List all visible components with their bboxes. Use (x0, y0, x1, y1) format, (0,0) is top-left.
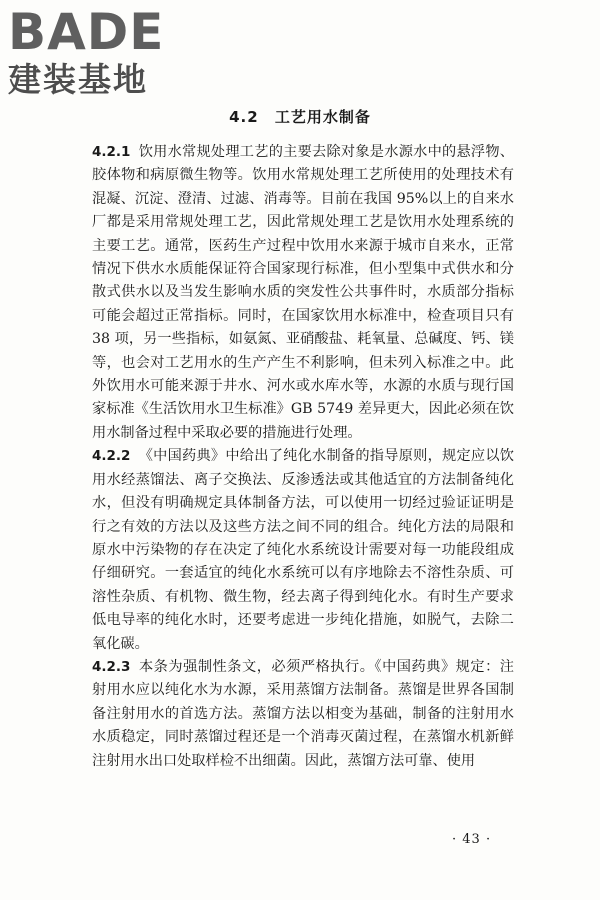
paragraph-text: 饮用水常规处理工艺的主要去除对象是水源水中的悬浮物、胶体物和病原微生物等。饮用水常规处理工艺所使用的处理技术有混凝、沉淀、澄清、过滤、消毒等。目前在我国 95%以上的自来水厂都是采用常规处理工艺，因此常规处理工艺是饮用水处理系统的主要工艺。通常，医药生产过程中饮用水来源于城市自来水，正常情况下供水水质能保证符合国家现行标准，但小型集中式供水和分散式供水以及当发生影响水质的突发性公共事件时，水质部分指标可能会超过正常指标。同时，在国家饮用水标准中，检查项目只有 38 项，另一些指标，如氨氮、亚硝酸盐、耗氧量、总碱度、钙、镁等，也会对工艺用水的生产产生不利影响，但未列入标准之中。此外饮用水可能来源于井水、河水或水库水等，水源的水质与现行国家标准《生活饮用水卫生标准》GB 5749 差异更大，因此必须在饮用水制备过程中采取必要的措施进行处理。 (92, 144, 514, 441)
section-title-text: 工艺用水制备 (274, 108, 371, 126)
body-text (92, 141, 514, 773)
paragraph-4-2-2 (92, 445, 514, 656)
logo-brand: BADE (8, 3, 165, 61)
page-number: · 43 · (452, 832, 492, 847)
clause-number: 4.2.3 (92, 658, 131, 675)
clause-number: 4.2.2 (92, 448, 131, 465)
paragraph-4-2-3 (92, 656, 514, 773)
logo (8, 3, 180, 100)
paragraph-text: 本条为强制性条文，必须严格执行。《中国药典》规定：注射用水应以纯化水为水源，采用蒸馏方法制备。蒸馏是世界各国制备注射用水的首选方法。蒸馏方法以相变为基础，制备的注射用水水质稳定，同时蒸馏过程还是一个消毒灭菌过程，在蒸馏水机新鲜注射用水出口处取样检不出细菌。因此，蒸馏方法可靠、使用 (92, 658, 514, 769)
section-number: 4.2 (229, 108, 259, 126)
paragraph-text: 《中国药典》中给出了纯化水制备的指导原则，规定应以饮用水经蒸馏法、离子交换法、反渗透法或其他适宜的方法制备纯化水，但没有明确规定具体制备方法，可以使用一切经过验证证明是行之有效的方法以及这些方法之间不同的组合。纯化方法的局限和原水中污染物的存在决定了纯化水系统设计需要对每一功能段组成仔细研究。一套适宜的纯化水系统可以有序地除去不溶性杂质、可溶性杂质、有机物、微生物，经去离子得到纯化水。有时生产要求低电导率的纯化水时，还要考虑进一步纯化措施，如脱气，去除二氧化碳。 (92, 448, 514, 652)
section-title (0, 106, 600, 127)
paragraph-4-2-1 (92, 141, 514, 445)
logo-subtitle: 建装基地 (8, 60, 148, 99)
clause-number: 4.2.1 (92, 144, 131, 160)
